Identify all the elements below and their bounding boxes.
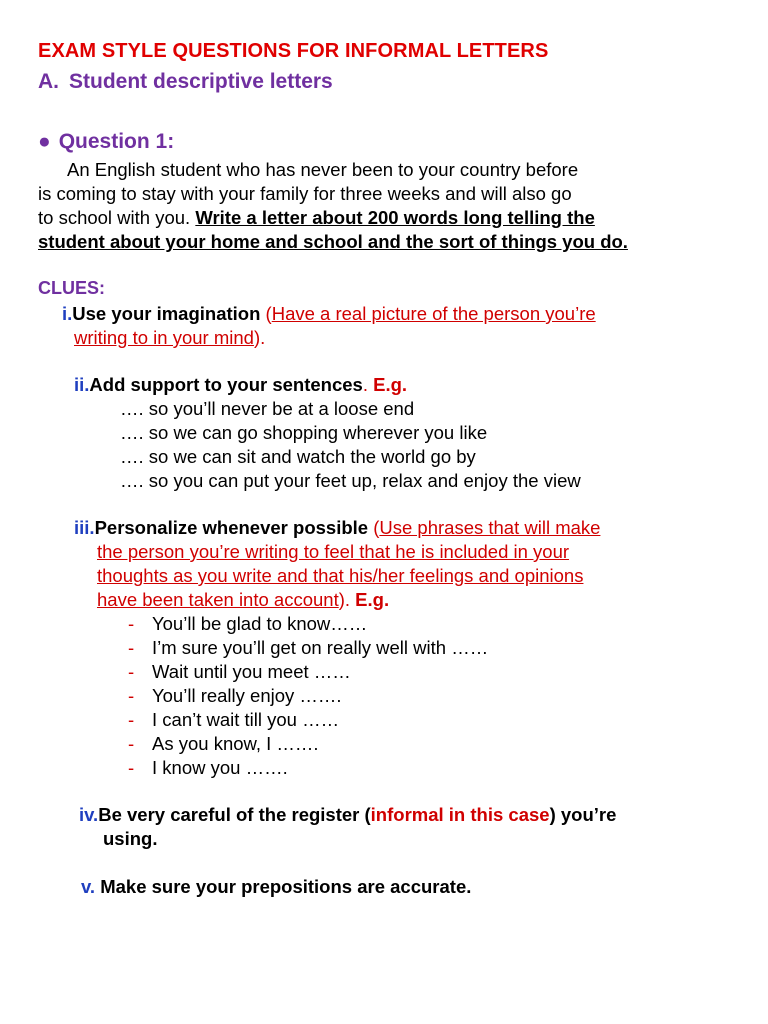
clue-number: iv. bbox=[79, 804, 99, 825]
example-line: …. so you can put your feet up, relax and enjoy the view bbox=[120, 470, 581, 491]
example-text: I know you ……. bbox=[152, 757, 288, 778]
example-text: You’ll be glad to know…… bbox=[152, 613, 368, 634]
section-title: Student descriptive letters bbox=[69, 70, 333, 93]
example-line bbox=[128, 612, 367, 636]
example-text: Wait until you meet …… bbox=[152, 661, 351, 682]
clue-title: Use your imagination bbox=[72, 303, 261, 324]
bullet-icon: ● bbox=[38, 130, 51, 153]
question-line: An English student who has never been to your country before bbox=[67, 159, 579, 180]
question-task: Write a letter about 200 words long telling the bbox=[195, 207, 595, 228]
example-line bbox=[128, 732, 319, 756]
clue-iv-line1 bbox=[79, 803, 616, 827]
section-letter: A. bbox=[38, 70, 59, 93]
clues-label: CLUES: bbox=[38, 278, 105, 298]
example-line bbox=[128, 684, 342, 708]
clue-i-line1 bbox=[62, 302, 596, 326]
section-heading bbox=[38, 70, 333, 94]
document-title: EXAM STYLE QUESTIONS FOR INFORMAL LETTERS bbox=[38, 40, 549, 62]
example-line bbox=[128, 636, 488, 660]
clue-note: the person you’re writing to feel that he is included in your bbox=[97, 541, 570, 562]
clue-title: Personalize whenever possible bbox=[94, 517, 369, 538]
paren: ( bbox=[260, 303, 272, 324]
clue-note: Use phrases that will make bbox=[379, 517, 601, 538]
question-task: student about your home and school and the sort of things you do. bbox=[38, 231, 628, 252]
dash-icon: - bbox=[128, 613, 135, 634]
paren: ). bbox=[338, 589, 356, 610]
clue-number: iii. bbox=[74, 517, 95, 538]
example-line bbox=[128, 660, 351, 684]
clue-title: Make sure your prepositions are accurate. bbox=[100, 876, 472, 897]
question-heading bbox=[38, 130, 174, 154]
example-line bbox=[128, 756, 288, 780]
example-text: You’ll really enjoy ……. bbox=[152, 685, 342, 706]
clue-title: Be very careful of the register ( bbox=[98, 804, 371, 825]
question-label: Question 1: bbox=[58, 130, 175, 153]
eg-label: E.g. bbox=[373, 374, 408, 395]
example-text: I can’t wait till you …… bbox=[152, 709, 340, 730]
paren: ( bbox=[368, 517, 380, 538]
clue-i-line2 bbox=[74, 326, 265, 350]
dash-icon: - bbox=[128, 637, 135, 658]
clue-v-line bbox=[81, 875, 471, 899]
clue-note: Have a real picture of the person you’re bbox=[271, 303, 596, 324]
clue-dot: . bbox=[362, 374, 374, 395]
question-paragraph bbox=[38, 158, 700, 254]
clue-note: thoughts as you write and that his/her feelings and opinions bbox=[97, 565, 584, 586]
clue-highlight: informal in this case bbox=[370, 804, 550, 825]
clue-note: have been taken into account bbox=[97, 589, 339, 610]
question-text: to school with you. bbox=[38, 207, 196, 228]
question-line bbox=[38, 206, 700, 230]
dash-icon: - bbox=[128, 709, 135, 730]
clue-title: ) you’re bbox=[549, 804, 617, 825]
dash-icon: - bbox=[128, 661, 135, 682]
eg-label: E.g. bbox=[355, 589, 390, 610]
example-line bbox=[128, 708, 339, 732]
clue-number: v. bbox=[81, 876, 96, 897]
question-line: is coming to stay with your family for three weeks and will also go bbox=[38, 183, 572, 204]
dash-icon: - bbox=[128, 685, 135, 706]
clue-number: i. bbox=[62, 303, 73, 324]
example-line: …. so we can sit and watch the world go by bbox=[120, 446, 476, 467]
dash-icon: - bbox=[128, 733, 135, 754]
example-text: As you know, I ……. bbox=[152, 733, 319, 754]
clue-iii-line4 bbox=[97, 588, 389, 612]
example-line: …. so you’ll never be at a loose end bbox=[120, 398, 415, 419]
clue-ii-line bbox=[74, 373, 407, 397]
clue-iv-line2: using. bbox=[103, 828, 158, 849]
paren: ). bbox=[253, 327, 266, 348]
clue-title: Add support to your sentences bbox=[89, 374, 363, 395]
clue-number: ii. bbox=[74, 374, 90, 395]
clue-iii-line1 bbox=[74, 516, 600, 540]
clue-note: writing to in your mind bbox=[74, 327, 254, 348]
dash-icon: - bbox=[128, 757, 135, 778]
example-line: …. so we can go shopping wherever you like bbox=[120, 422, 488, 443]
example-text: I’m sure you’ll get on really well with …… bbox=[152, 637, 489, 658]
